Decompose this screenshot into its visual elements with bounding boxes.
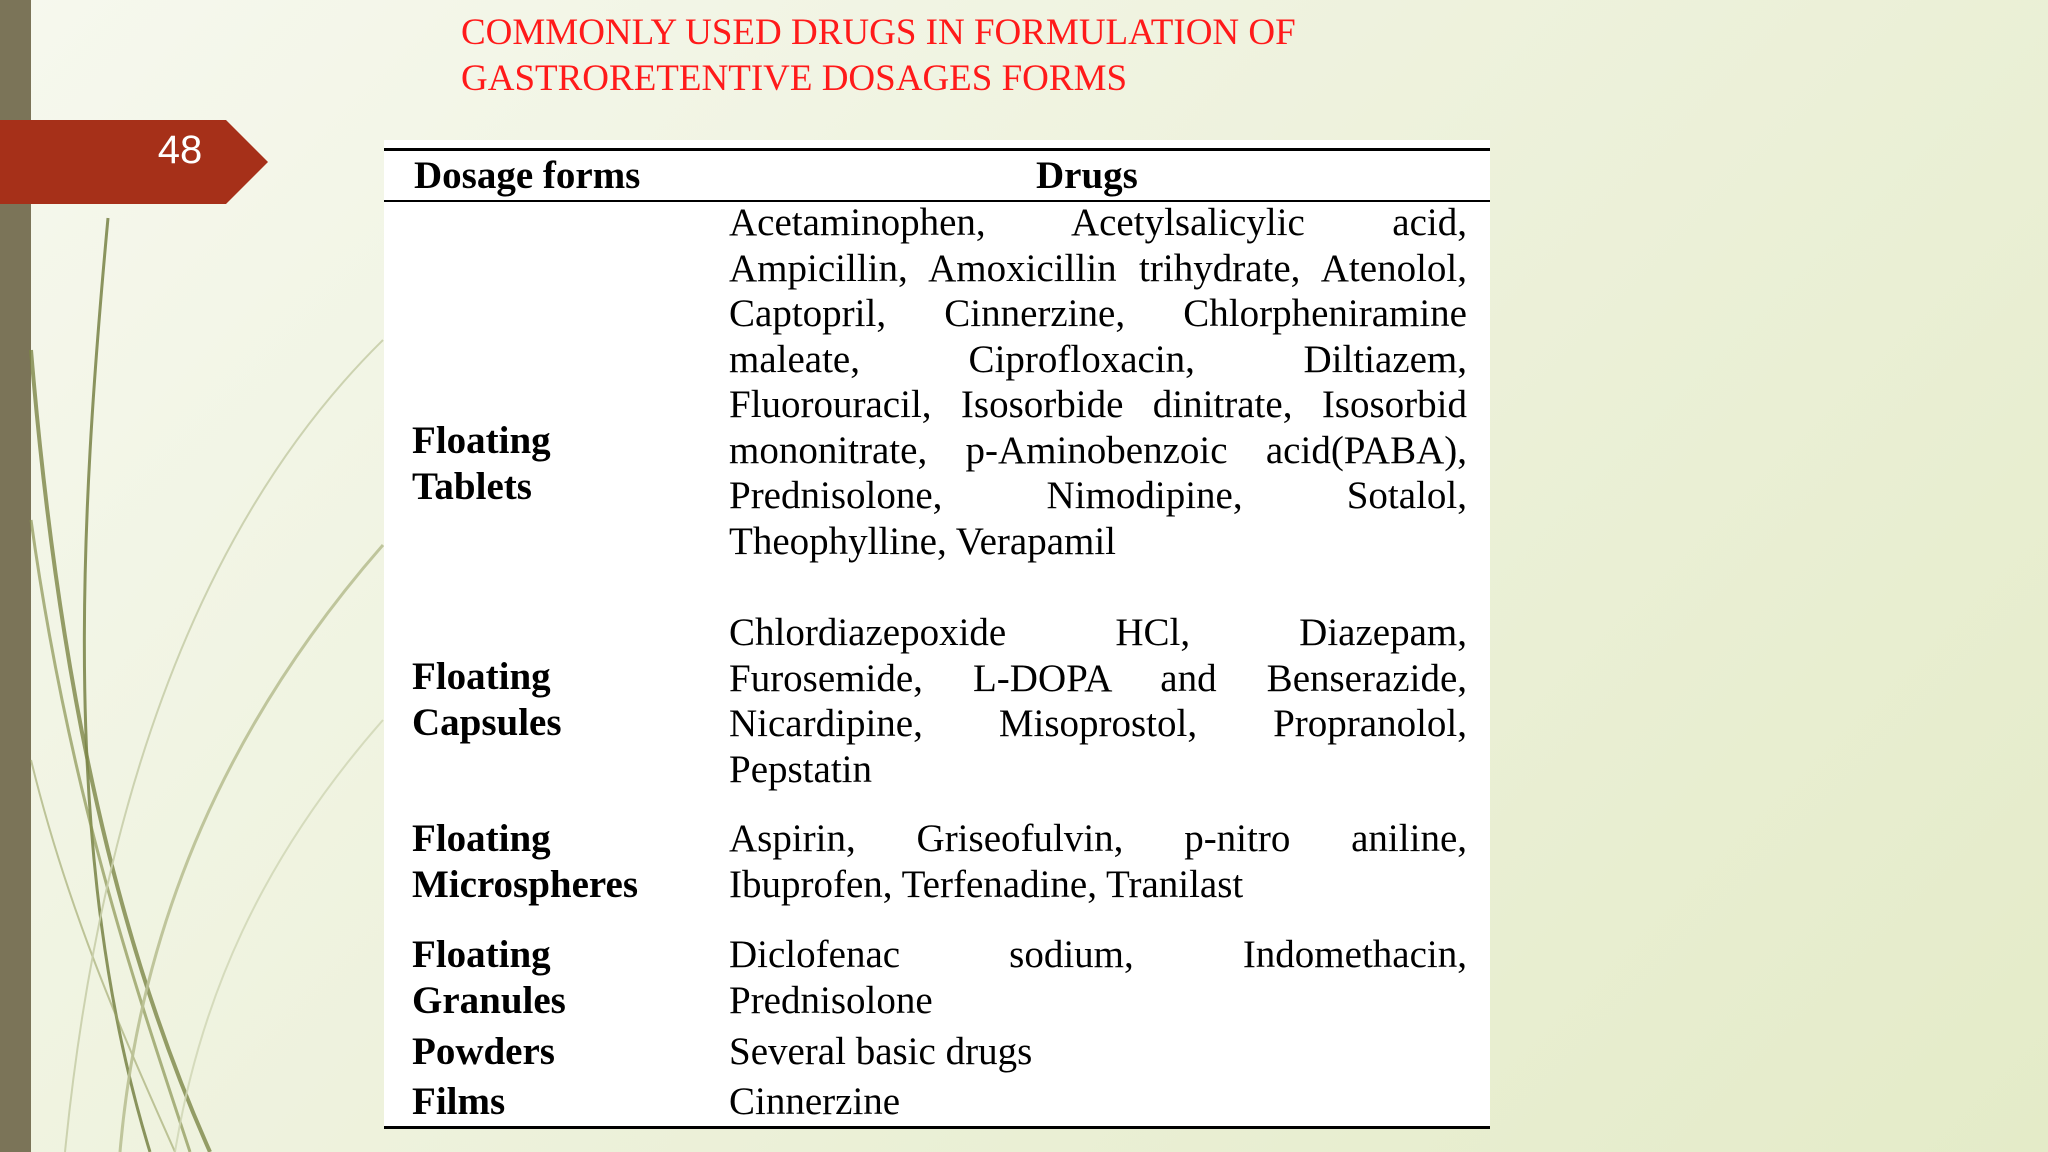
dosage-form-line: Floating xyxy=(412,933,551,976)
drugs-cell: Several basic drugs xyxy=(729,1030,1033,1073)
drugs-cell: Acetaminophen, Acetylsalicylic acid, Ampicillin, Amoxicillin trihydrate, Atenolol, Captopril, Cinnerzine, Chlorpheniramine maleate, Ciprofloxacin, Diltiazem, Fluorouracil, Isosorbide dinitrate, Isosorbid mononitrate, p-Aminobenzoic acid(PABA), Prednisolone, Nimodipine, Sotalol, Theophylline, Verapamil xyxy=(729,201,1467,563)
dosage-form-line: Tablets xyxy=(412,464,532,508)
dosage-form-line: Granules xyxy=(412,978,566,1022)
slide-number: 48 xyxy=(157,128,203,172)
table-top-rule xyxy=(384,148,1490,151)
dosage-form-cell xyxy=(412,1079,702,1125)
dosage-form-cell xyxy=(412,654,702,745)
dosage-form-line: Floating xyxy=(412,817,551,860)
dosage-form-cell xyxy=(412,418,702,509)
slide-title-line-1: COMMONLY USED DRUGS IN FORMULATION OF xyxy=(461,12,1296,53)
dosage-form-cell xyxy=(412,816,702,907)
slide-title xyxy=(461,10,1561,102)
drugs-cell: Chlordiazepoxide HCl, Diazepam, Furosemide, L-DOPA and Benserazide, Nicardipine, Misoprostol, Propranolol, Pepstatin xyxy=(729,611,1467,791)
dosage-form-cell xyxy=(412,932,702,1023)
drugs-cell: Aspirin, Griseofulvin, p-nitro aniline, Ibuprofen, Terfenadine, Tranilast xyxy=(729,817,1467,906)
dosage-form-cell xyxy=(412,1029,702,1075)
dosage-form-line: Capsules xyxy=(412,700,562,744)
dosage-form-line: Floating xyxy=(412,655,551,698)
header-dosage-forms: Dosage forms xyxy=(414,154,641,197)
dosage-form-line: Floating xyxy=(412,419,551,462)
header-drugs: Drugs xyxy=(1036,154,1138,197)
table-bottom-rule xyxy=(384,1126,1490,1129)
drugs-cell: Cinnerzine xyxy=(729,1080,901,1123)
drugs-table xyxy=(384,140,1490,1129)
drugs-cell: Diclofenac sodium, Indomethacin, Prednisolone xyxy=(729,933,1467,1022)
dosage-form-line: Films xyxy=(412,1080,506,1123)
dosage-form-line: Powders xyxy=(412,1030,555,1073)
dosage-form-line: Microspheres xyxy=(412,862,639,906)
slide-title-line-2: GASTRORETENTIVE DOSAGES FORMS xyxy=(461,58,1128,99)
slide-number-tab xyxy=(0,120,268,204)
